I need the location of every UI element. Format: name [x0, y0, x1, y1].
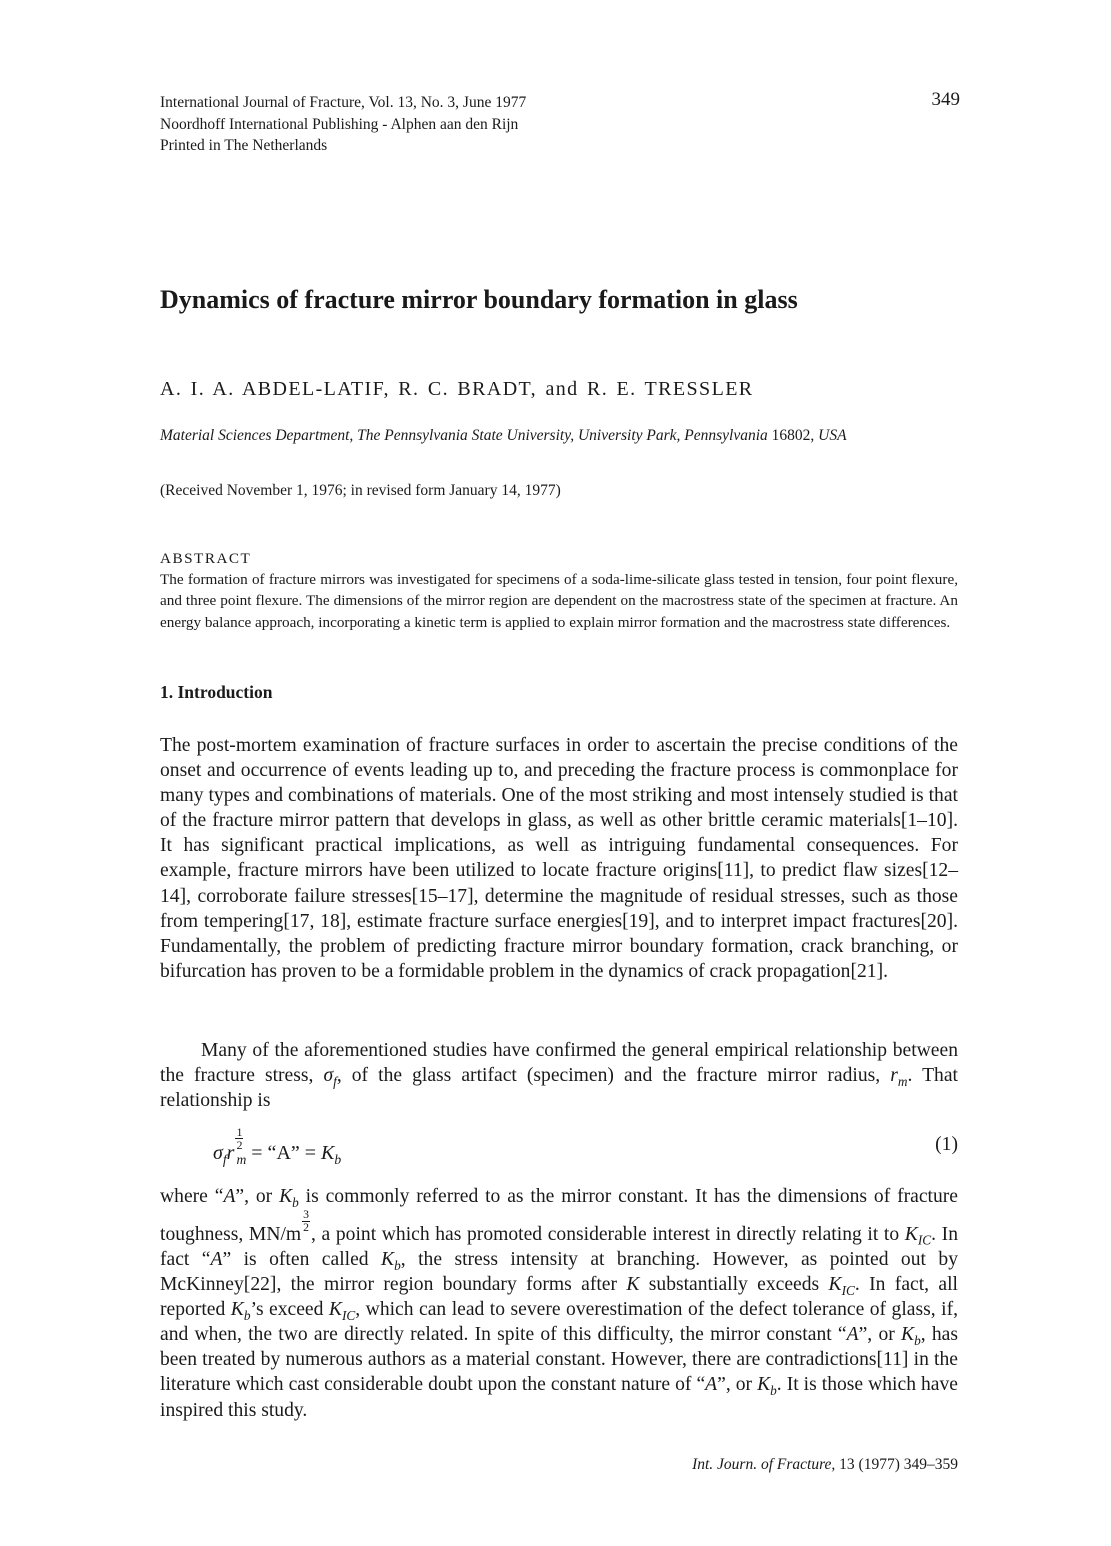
symbol-r: r [890, 1065, 898, 1087]
authors: A. I. A. ABDEL-LATIF, R. C. BRADT, and R. E. TRESSLER [160, 378, 754, 400]
equation-number: (1) [935, 1134, 958, 1155]
abstract-text: The formation of fracture mirrors was investigated for specimens of a soda-lime-silicate glass tested in tension, four point flexure, and three point flexure. The dimensions of the mirror region are dependent on the macrostress state of the specimen at fracture. An energy balance approach, incorporating a kinetic term is applied to explain mirror formation and the macrostress state differences. [160, 571, 958, 631]
symbol-subscript: f [222, 1152, 227, 1167]
equation-middle: = “A” = [246, 1142, 322, 1164]
symbol-subscript: m [236, 1152, 247, 1167]
header-line: Noordhoff International Publishing - Alphen aan den Rijn [160, 115, 519, 133]
paragraph-text: where “A”, or $K_b$ is commonly referred to as the mirror constant. It has the dimensions of fracture toughness, MN/m $\frac{3}{2}$ , a point which has promoted considerable interest in directly relating it to $K_{IC}$. In fact “A” is often called $K_b$, the stress intensity at branching. However, as pointed out by McKinney[22], the mirror region boundary forms after K substantially exceeds $K_{IC}$. In fact, all reported $K_b’s$ exceed $K_{IC}$, which can lead to severe overestimation of the defect tolerance of glass, if, and when, the two are directly related. In spite of this difficulty, the mirror constant “A”, or $K_b$, has been treated by numerous authors as a material constant. However, there are contradictions[11] in the literature which cast considerable doubt upon the constant nature of “A”, or $K_b$. It is those which have inspired this study. [160, 1186, 959, 1421]
paragraph-text [160, 1038, 958, 1113]
section-title: Introduction [177, 682, 273, 702]
symbol-subscript: b [334, 1152, 342, 1167]
exponent-fraction: $\frac{1}{2}$ [236, 1125, 243, 1152]
journal-header [160, 92, 960, 157]
text-run: Many of the aforementioned studies have confirmed the general empirical relationship between the fracture stress, [160, 1040, 958, 1087]
abstract [160, 548, 958, 633]
equation-1 [213, 1126, 341, 1165]
footer-journal: Int. Journ. of Fracture, [692, 1456, 836, 1473]
affiliation-zip: 16802, [771, 427, 815, 444]
unit-exponent-fraction: $\frac{3}{2}$ [303, 1208, 310, 1234]
section-number: 1. [160, 682, 174, 702]
affiliation-country: USA [818, 427, 847, 444]
journal-footer [560, 1456, 958, 1474]
affiliation [160, 424, 960, 447]
abstract-heading: ABSTRACT [160, 550, 252, 567]
symbol-subscript: f [333, 1074, 337, 1089]
received-dates: (Received November 1, 1976; in revised form January 14, 1977) [160, 482, 561, 499]
body-paragraph [160, 1038, 958, 1113]
symbol-subscript: m [897, 1074, 908, 1089]
text-run: . That relationship is [160, 1065, 958, 1112]
symbol-sigma: σ [323, 1065, 334, 1087]
symbol-K: K [321, 1142, 335, 1164]
body-paragraph [160, 1184, 958, 1423]
paragraph-text: The post-mortem examination of fracture surfaces in order to ascertain the precise conditions of the onset and occurrence of events leading up to, and preceding the fracture process is commonplace for many types and combinations of materials. One of the most striking and most intensely studied is that of the fracture mirror pattern that develops in glass, as well as other brittle ceramic materials[1–10]. It has significant practical implications, as well as intriguing fundamental consequences. For example, fracture mirrors have been utilized to locate fracture origins[11], to predict flaw sizes[12–14], corroborate failure stresses[15–17], determine the magnitude of residual stresses, such as those from tempering[17, 18], estimate fracture surface energies[19], and to interpret impact fractures[20]. Fundamentally, the problem of predicting fracture mirror boundary formation, crack branching, or bifurcation has proven to be a formidable problem in the dynamics of crack propagation[21]. [160, 735, 958, 982]
header-line: International Journal of Fracture, Vol. 13, No. 3, June 1977 [160, 94, 527, 111]
section-heading [160, 682, 272, 703]
page-number: 349 [931, 89, 960, 110]
header-line: Printed in The Netherlands [160, 137, 328, 154]
symbol-sigma: σ [213, 1142, 223, 1164]
affiliation-text: Material Sciences Department, The Pennsylvania State University, University Park, Pennsylvania [160, 427, 768, 444]
symbol-r: r [226, 1142, 235, 1164]
footer-citation: 13 (1977) 349–359 [835, 1456, 958, 1473]
paper-title: Dynamics of fracture mirror boundary formation in glass [160, 285, 798, 314]
text-run: , of the glass artifact (specimen) and the fracture mirror radius, [336, 1065, 891, 1087]
body-paragraph [160, 733, 958, 984]
